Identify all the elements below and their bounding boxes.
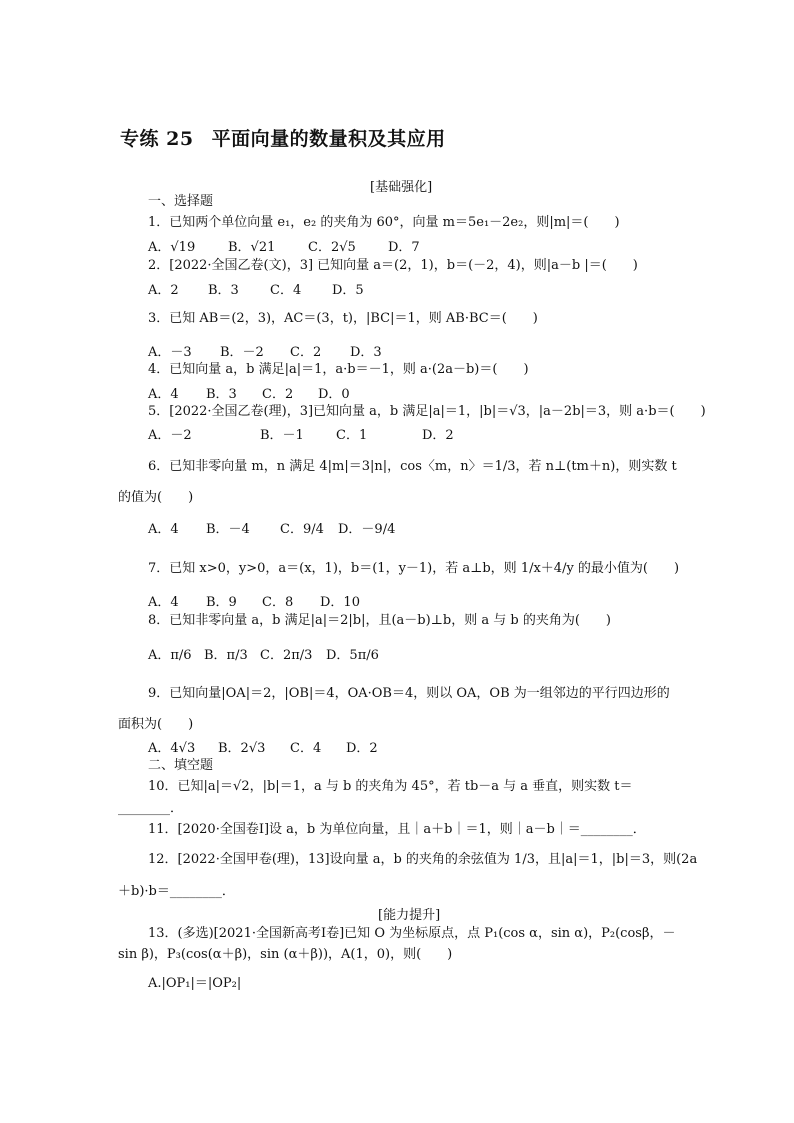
q9-option-d: D．2 (346, 741, 378, 756)
q10-stem: 10．已知|a|＝√2，|b|＝1，a 与 b 的夹角为 45°，若 tb－a 与 a 垂直，则实数 t＝ (148, 779, 633, 794)
q8-option-b: B．π/3 (204, 648, 248, 663)
q3-option-c: C．2 (290, 345, 322, 360)
page-title (120, 124, 446, 151)
q2-option-b: B．3 (208, 283, 239, 298)
q4-option-d: D．0 (318, 387, 350, 402)
title-code: 专练 25 (120, 128, 194, 150)
q10-stem-cont: ________． (118, 801, 184, 816)
q2-option-a: A．2 (148, 283, 179, 298)
q5-option-c: C．1 (336, 428, 368, 443)
q7-option-c: C．8 (262, 595, 294, 610)
q3-options (148, 341, 382, 360)
q8-stem: 8．已知非零向量 a，b 满足|a|＝2|b|，且(a－b)⊥b，则 a 与 b 的夹角为( ) (148, 613, 611, 628)
q7-option-a: A．4 (148, 595, 179, 610)
q8-option-a: A．π/6 (148, 648, 192, 663)
q4-stem: 4．已知向量 a，b 满足|a|＝1，a·b＝－1，则 a·(2a－b)＝( ) (148, 362, 529, 377)
q11-stem: 11．[2020·全国卷Ⅰ]设 a，b 为单位向量，且｜a＋b｜＝1，则｜a－b｜＝________． (148, 822, 646, 837)
q9-option-a: A．4√3 (148, 741, 196, 756)
q6-option-b: B．－4 (206, 522, 250, 537)
q5-stem: 5．[2022·全国乙卷(理)，3]已知向量 a，b 满足|a|＝1，|b|＝√3，|a－2b|＝3，则 a·b＝( ) (148, 404, 706, 419)
q5-option-b: B．－1 (260, 428, 304, 443)
q6-option-c: C．9/4 (280, 522, 324, 537)
q9-option-c: C．4 (290, 741, 322, 756)
q2-stem: 2．[2022·全国乙卷(文)，3] 已知向量 a＝(2，1)，b＝(－2，4)，则|a－b |＝( ) (148, 258, 638, 273)
q9-options (148, 737, 378, 756)
q5-option-d: D．2 (422, 428, 454, 443)
q6-option-a: A．4 (148, 522, 179, 537)
q2-options (148, 279, 364, 298)
q5-options (148, 424, 454, 443)
q8-option-d: D．5π/6 (326, 648, 379, 663)
q9-stem: 9．已知向量|OA|＝2，|OB|＝4，OA·OB＝4，则以 OA，OB 为一组邻边的平行四边形的 (148, 686, 670, 701)
q1-option-c: C．2√5 (308, 240, 356, 255)
q12-stem: 12．[2022·全国甲卷(理)，13]设向量 a，b 的夹角的余弦值为 1/3，且|a|＝1，|b|＝3，则(2a (148, 852, 698, 867)
q4-option-c: C．2 (262, 387, 294, 402)
q4-options (148, 383, 350, 402)
section-choice: 一、选择题 (148, 194, 214, 209)
q3-stem: 3．已知 AB＝(2，3)，AC＝(3，t)，|BC|＝1，则 AB·BC＝( ) (148, 311, 538, 326)
section-basic: [基础强化] (370, 180, 433, 195)
q3-option-b: B．－2 (220, 345, 264, 360)
q2-option-c: C．4 (270, 283, 302, 298)
q4-option-a: A．4 (148, 387, 179, 402)
q7-stem: 7．已知 x>0，y>0，a＝(x，1)，b＝(1，y－1)，若 a⊥b，则 1/x＋4/y 的最小值为( ) (148, 561, 680, 576)
q6-stem: 6．已知非零向量 m，n 满足 4|m|＝3|n|，cos〈m，n〉＝1/3，若 n⊥(tm＋n)，则实数 t (148, 459, 677, 474)
q12-stem-cont: ＋b)·b＝________． (118, 884, 235, 899)
q8-options (148, 644, 379, 663)
section-fill: 二、填空题 (148, 758, 214, 773)
q6-options (148, 518, 395, 537)
q1-stem: 1．已知两个单位向量 e₁，e₂ 的夹角为 60°，向量 m＝5e₁－2e₂，则|m|＝( ) (148, 215, 620, 230)
q3-option-a: A．－3 (148, 345, 192, 360)
q6-stem-cont: 的值为( ) (118, 490, 194, 505)
q7-options (148, 591, 360, 610)
q1-option-a: A．√19 (148, 240, 196, 255)
q7-option-d: D．10 (320, 595, 360, 610)
q1-options (148, 236, 420, 255)
q9-stem-cont: 面积为( ) (118, 717, 194, 732)
q3-option-d: D．3 (350, 345, 382, 360)
q8-option-c: C．2π/3 (260, 648, 313, 663)
q13-stem-cont: sin β)，P₃(cos(α＋β)，sin (α＋β))，A(1，0)，则( ) (118, 947, 453, 962)
q13-stem: 13．(多选)[2021·全国新高考Ⅰ卷]已知 O 为坐标原点，点 P₁(cos α，sin α)，P₂(cosβ，－ (148, 926, 676, 941)
q2-option-d: D．5 (332, 283, 364, 298)
q6-option-d: D．－9/4 (338, 522, 396, 537)
q7-option-b: B．9 (206, 595, 237, 610)
q13-option-a: A.|OP₁|＝|OP₂| (148, 976, 242, 991)
q5-option-a: A．－2 (148, 428, 192, 443)
q4-option-b: B．3 (206, 387, 237, 402)
section-advanced: [能力提升] (378, 908, 441, 923)
title-name: 平面向量的数量积及其应用 (211, 128, 446, 150)
q1-option-b: B．√21 (228, 240, 276, 255)
q1-option-d: D．7 (388, 240, 420, 255)
q9-option-b: B．2√3 (218, 741, 266, 756)
